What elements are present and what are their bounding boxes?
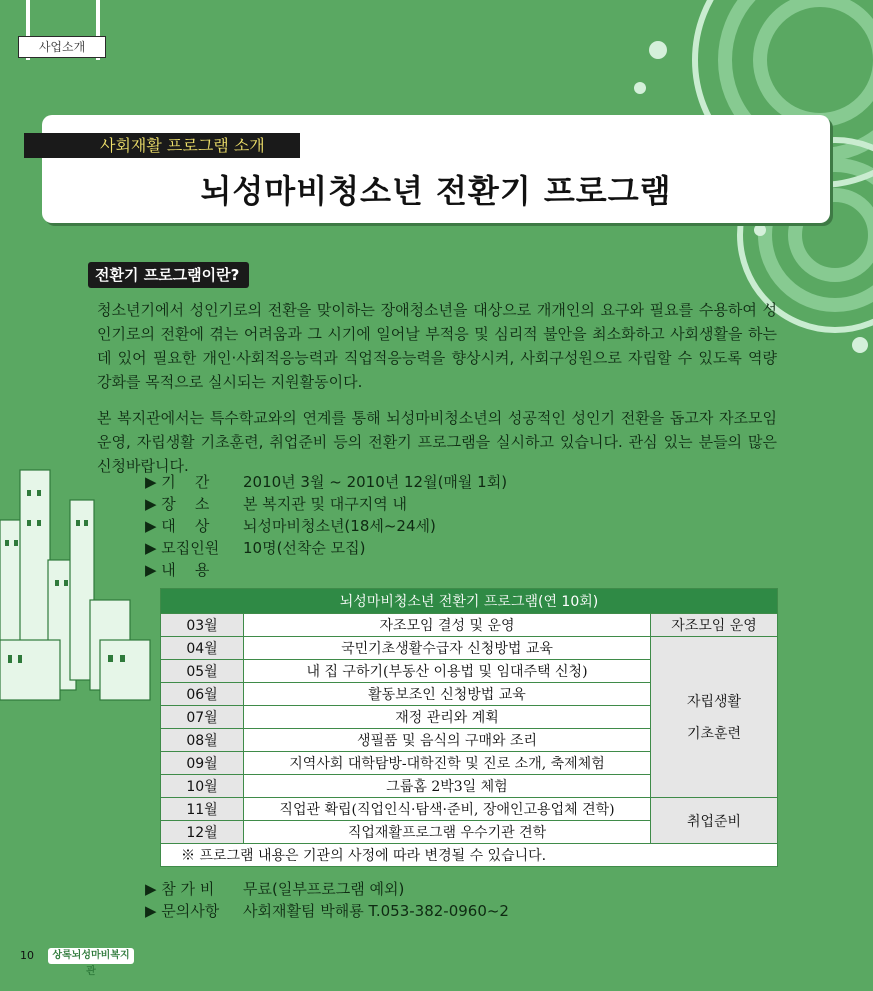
table-row: 06월 활동보조인 신청방법 교육 [161, 683, 778, 706]
page-number: 10 [20, 949, 34, 962]
table-row: 05월 내 집 구하기(부동산 이용법 및 임대주택 신청) [161, 660, 778, 683]
table-row: 03월 자조모임 결성 및 운영 자조모임 운영 [161, 614, 778, 637]
notice-paragraph: 본 복지관에서는 특수학교와의 연계를 통해 뇌성마비청소년의 성공적인 성인기 전환을 돕고자 자조모임 운영, 자립생활 기초훈련, 취업준비 등의 전환기 프로그램을 실시하고 있습니다. 관심 있는 분들의 많은 신청바랍니다. [97, 409, 777, 475]
category-cell: 취업준비 [651, 798, 778, 844]
table-header: 뇌성마비청소년 전환기 프로그램(연 10회) [161, 589, 778, 614]
intro-paragraph: 청소년기에서 성인기로의 전환을 맞이하는 장애청소년을 대상으로 개개인의 요구와 필요를 수용하여 성인기로의 전환에 겪는 어려움과 그 시기에 일어날 부적응 및 심리적 불안을 최소화하고 사회생활을 하는데 있어 필요한 개인·사회적응능력과 직업적응능력을 향상시켜, 사회구성원으로 자립할 수 있도록 역량 강화를 목적으로 실시되는 지원활동이다. [97, 301, 777, 391]
table-row: 07월 재정 관리와 계획 [161, 706, 778, 729]
table-row: 09월 지역사회 대학탐방-대학진학 및 진로 소개, 축제체험 [161, 752, 778, 775]
table-row: 04월 국민기초생활수급자 신청방법 교육 자립생활 기초훈련 [161, 637, 778, 660]
table-row: 11월 직업관 확립(직업인식·탐색·준비, 장애인고용업체 견학) 취업준비 [161, 798, 778, 821]
category-cell: 자립생활 기초훈련 [651, 637, 778, 798]
table-row: 12월 직업재활프로그램 우수기관 견학 [161, 821, 778, 844]
footer-logo: 상록뇌성마비복지관 [48, 948, 134, 964]
section-tag: 사업소개 [18, 36, 106, 58]
page-title: 뇌성마비청소년 전환기 프로그램 [200, 172, 672, 210]
category-cell: 자조모임 운영 [651, 614, 778, 637]
table-row: 10월 그룹홈 2박3일 체험 [161, 775, 778, 798]
program-subtitle: 사회재활 프로그램 소개 [24, 133, 300, 158]
table-note: ※ 프로그램 내용은 기관의 사정에 따라 변경될 수 있습니다. [161, 844, 778, 867]
table-row: 08월 생필품 및 음식의 구매와 조리 [161, 729, 778, 752]
section-heading: 전환기 프로그램이란? [88, 262, 249, 288]
program-table [160, 588, 778, 867]
